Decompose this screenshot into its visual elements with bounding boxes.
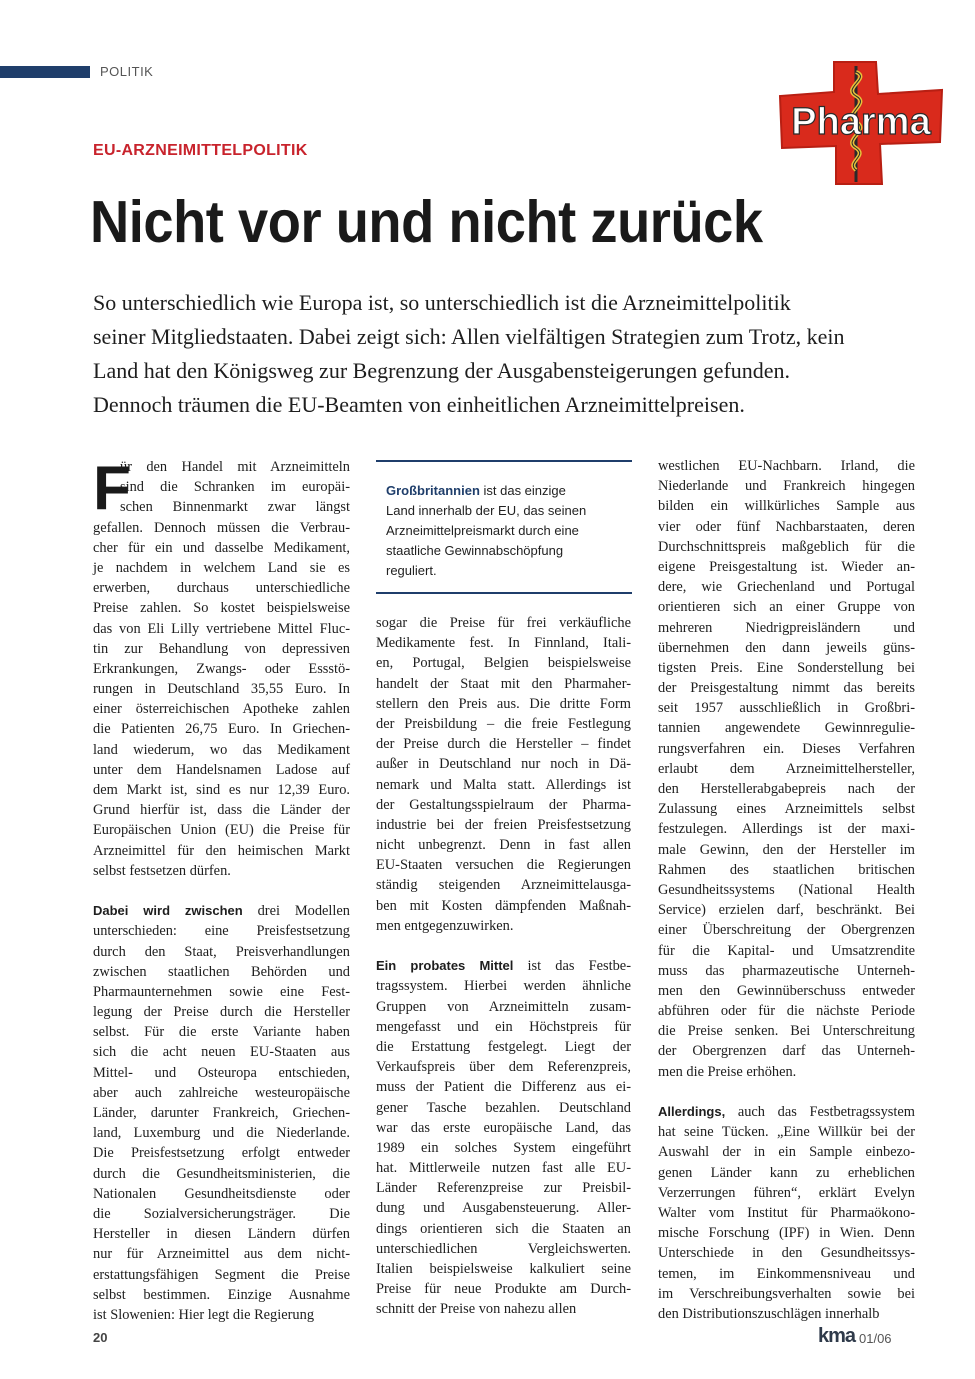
text-line: übernehmen den dann jeweils güns-	[658, 639, 915, 656]
text-line: Gruppen von Arzneimitteln zusam-	[376, 998, 631, 1015]
text-line: men den Gewinnüberschuss entweder	[658, 982, 915, 999]
text-line: selbst festsetzen dürfen.	[93, 862, 231, 879]
text-line: Medikamente fest. In Finnland, Itali-	[376, 635, 631, 652]
text-line: 1989 ein solches System eingeführt	[376, 1139, 631, 1156]
text-line: Pharmaunternehmen sowie eine Fest-	[93, 983, 350, 1000]
text-line: selbst. Für die erste Variante haben	[93, 1024, 350, 1041]
text-line: erstattungsfähigen Segment die Preise	[93, 1266, 350, 1283]
text-line: tigsten Preis. Eine Sonderstellung bei	[658, 659, 915, 676]
text-line: Auswahl der in ein Sample einbezo-	[658, 1144, 915, 1161]
text-line: festzulegen. Allerdings ist der maxi-	[658, 821, 915, 838]
article-column-1	[93, 454, 350, 1325]
text-line: die Preise senken. Bei Unterschreitung	[658, 1023, 915, 1040]
paragraph-lead-in: Ein probates Mittel	[376, 958, 514, 974]
text-line: gener Tasche bezahlen. Deutschland	[376, 1099, 631, 1116]
lead-paragraph	[93, 286, 923, 422]
text-line: abführen oder für die nächste Periode	[658, 1003, 915, 1020]
magazine-brand: kma	[818, 1325, 856, 1347]
text-line: Zulassung eines Arzneimittels selbst	[658, 801, 915, 818]
lead-line: seiner Mitgliedstaaten. Dabei zeigt sich: Allen vielfältigen Strategien zum Trotz, kein	[93, 324, 845, 349]
text-line: war das erste europäische Land, das	[376, 1119, 631, 1136]
paragraph-lead-in: Allerdings,	[658, 1104, 726, 1119]
issue-number: 01/06	[859, 1331, 892, 1346]
text-line: unter dem Handelsnamen Ladose auf	[93, 761, 350, 778]
text-line: mische Forschung (IPF) in Wien. Denn	[658, 1225, 915, 1242]
text-line: das von Eli Lilly vertriebene Mittel Fluc-	[93, 620, 350, 637]
text-line: nur für Arzneimittel aus dem nicht-	[93, 1246, 350, 1263]
page-number: 20	[93, 1330, 108, 1345]
text-line: Niederlande und Frankreich hingegen	[658, 478, 915, 495]
text-line: dere, wie Griechenland und Portugal	[658, 579, 915, 596]
text-line: den Distributionszuschlägen innerhalb	[658, 1305, 880, 1322]
text-line: einer österreichischen Apotheke zahlen	[93, 701, 350, 718]
text-line: eigene Preisgestaltung ist. Wieder an-	[658, 558, 915, 575]
text-line: durch den Staat, Preisverhandlungen	[93, 943, 350, 960]
text-line: selbst bestimmen. Einzige Ausnahme	[93, 1286, 350, 1303]
text-line: der Preise durch die Hersteller – findet	[376, 736, 631, 753]
text-line: der Obergrenzen darf das Unterneh-	[658, 1043, 915, 1060]
text-line: Nationalen Gesundheitsdienste oder	[93, 1185, 350, 1202]
text-line: dem Markt ist, sind es nur 12,39 Euro.	[93, 782, 350, 798]
text-line: gefallen. Dennoch müssen die Verbrau-	[93, 519, 350, 536]
text-line: genen Länder kann zu erheblichen	[658, 1164, 915, 1181]
text-line: vier oder fünf Nachbarstaaten, deren	[658, 518, 915, 535]
section-label: POLITIK	[100, 64, 154, 79]
text-line: ür den Handel mit Arzneimitteln	[120, 459, 350, 475]
text-line: Durchschnittspreis maßgeblich für die	[658, 538, 915, 555]
text-line: Unterschiede in den Gesundheitssys-	[658, 1245, 915, 1262]
lead-line: So unterschiedlich wie Europa ist, so unterschiedlich ist die Arzneimittelpolitik	[93, 290, 791, 315]
text-line: en, Portugal, Belgien beispielsweise	[376, 655, 631, 672]
info-box-text	[386, 481, 622, 581]
text-line: der Preisgestaltung nimmt das bereits	[658, 680, 915, 697]
text-line	[376, 956, 631, 976]
info-box-highlight: Großbritannien	[386, 483, 480, 498]
text-line: hat. Mittlerweile nutzen fast alle EU-	[376, 1160, 631, 1177]
text-line	[658, 1102, 915, 1122]
text-line: seit 1957 ausschließlich in Großbri-	[658, 700, 915, 717]
text-line: stellern den Preis aus. Die dritte Form	[376, 695, 631, 712]
text-line: Preise zahlen. So kostet beispielsweise	[93, 600, 350, 617]
section-color-bar	[0, 66, 90, 78]
paragraph-gap	[376, 936, 631, 956]
text-line: Preise für neue Produkte am Durch-	[376, 1281, 631, 1298]
text-line: die Erstattung festgelegt. Liegt der	[376, 1038, 631, 1055]
text-line: mehreren Niedrigpreisländern und	[658, 619, 915, 636]
text-line: einer Überschreitung der Obergrenzen	[658, 922, 915, 939]
text-line: rungsverfahren ein. Dieses Verfahren	[658, 740, 915, 757]
text-line: erwerben, durchaus unterschiedliche	[93, 580, 350, 597]
info-box	[376, 460, 632, 594]
text-line: Verkaufspreis über dem Referenzpreis,	[376, 1059, 631, 1076]
text-line: der Preisbildung – die freie Festlegung	[376, 715, 631, 732]
text-line: schnitt der Preise von nahezu allen	[376, 1301, 577, 1318]
text-line: Rahmen des staatlichen britischen	[658, 861, 915, 878]
text-line: für die Kapital- und Umsatzrendite	[658, 942, 915, 959]
article-column-2	[376, 613, 631, 1320]
text-line: Hersteller in diesen Ländern dürfen	[93, 1226, 350, 1243]
text-line: nemark und Malta statt. Allerdings ist	[376, 776, 631, 793]
text-line: cher für ein und dasselbe Medikament,	[93, 539, 350, 556]
text-line: Mittel- und Osteuropa entschieden,	[93, 1064, 350, 1081]
text-line: sich die acht neuen EU-Staaten aus	[93, 1044, 350, 1061]
text-line: ben mit Kosten dämpfenden Maßnah-	[376, 897, 631, 914]
info-box-line: ist das einzige	[479, 483, 566, 498]
text-line: ständig steigenden Arzneimittelausga-	[376, 877, 631, 894]
text-line: aber auch zahlreiche westeuropäische	[93, 1084, 350, 1101]
text-line: men entgegenzuwirken.	[376, 917, 514, 934]
info-box-line: Land innerhalb der EU, das seinen	[386, 503, 587, 518]
text-line-rest: drei Modellen	[257, 903, 350, 920]
lead-line: Dennoch träumen die EU-Beamten von einheitlichen Arzneimittelpreisen.	[93, 392, 745, 417]
info-box-line: reguliert.	[386, 563, 437, 578]
lead-line: Land hat den Königsweg zur Begrenzung der Ausgabensteigerungen gefunden.	[93, 358, 791, 383]
text-line: den Herstellerabgabepreis nach der	[658, 781, 915, 797]
text-line: dings orientieren sich die Staaten an	[376, 1220, 631, 1237]
text-line: ist Slowenien: Hier legt die Regierung	[93, 1306, 315, 1323]
text-line: tannien angewendete Gewinnregulie-	[658, 720, 915, 737]
text-line: tragssystem. Hierbei werden ähnliche	[376, 978, 631, 995]
text-line: Grund hierfür ist, dass die Länder der	[93, 802, 350, 819]
text-line: westlichen EU-Nachbarn. Irland, die	[658, 458, 915, 474]
text-line: sind die Schranken im europäi-	[120, 479, 350, 496]
paragraph-gap	[93, 881, 350, 901]
text-line: muss der Patient die Differenz aus ei-	[376, 1079, 631, 1096]
text-line: temen, im Einkommensniveau und	[658, 1265, 915, 1282]
text-line: nicht unbegrenzt. Denn in fast allen	[376, 837, 631, 854]
text-line: die Patienten 26,75 Euro. In Griechen-	[93, 721, 350, 738]
text-line: legung der Preise durch die Hersteller	[93, 1004, 350, 1021]
text-line: unterschiedlichen Vergleichswerten.	[376, 1240, 631, 1257]
text-line: land wiederum, wo das Medikament	[93, 741, 350, 758]
text-line: durch die Gesundheitsministerien, die	[93, 1165, 350, 1182]
text-line: male Gewinn, den der Hersteller im	[658, 841, 915, 858]
text-line: Service) erzielen darf, beschränkt. Bei	[658, 902, 915, 919]
page-title: Nicht vor und nicht zurück	[90, 189, 763, 255]
text-line: tin zur Behandlung von depressiven	[93, 640, 350, 657]
text-line: EU-Staaten versuchen die Regierungen	[376, 857, 631, 874]
pharma-logo	[776, 58, 946, 186]
text-line: je nachdem in welchem Land sie es	[93, 559, 350, 576]
text-line: industrie bei der freien Preisfestsetzung	[376, 816, 631, 833]
paragraph-gap	[658, 1082, 915, 1102]
text-line: Gesundheitssystems (National Health	[658, 881, 915, 898]
text-line: hat seine Tücken. „Eine Willkür bei der	[658, 1124, 915, 1141]
text-line: Erkrankungen, Zwangs- oder Essstö-	[93, 660, 350, 677]
text-line: Walter vom Institut für Pharmaökono-	[658, 1204, 915, 1221]
article-column-3	[658, 456, 915, 1324]
drop-cap: F	[93, 454, 131, 523]
text-line	[93, 901, 350, 921]
text-line: Arzneimittel für den heimischen Markt	[93, 842, 350, 859]
info-box-line: Arzneimittelpreismarkt durch eine	[386, 523, 579, 538]
text-line: erlaubt dem Arzneimittelhersteller,	[658, 760, 915, 777]
text-line: men die Preise erhöhen.	[658, 1063, 797, 1080]
text-line: Europäischen Union (EU) die Preise für	[93, 822, 350, 839]
text-line: Länder Referenzpreise zur Preisbil-	[376, 1180, 631, 1197]
text-line: sogar die Preise für frei verkäufliche	[376, 615, 631, 631]
text-line: Verzerrungen führen“, erklärt Evelyn	[658, 1184, 915, 1201]
text-line: im Verschreibungsverhalten sowie bei	[658, 1285, 915, 1302]
text-line: unterschieden: eine Preisfestsetzung	[93, 923, 350, 940]
text-line: schen Binnenmarkt zwar längst	[120, 499, 350, 516]
text-line: land, Luxemburg und die Niederlande.	[93, 1125, 350, 1142]
kicker: EU-ARZNEIMITTELPOLITIK	[93, 142, 308, 159]
text-line: muss das pharmazeutische Unterneh-	[658, 962, 915, 979]
text-line: mengefasst und ein Höchstpreis für	[376, 1018, 631, 1035]
paragraph-lead-in: Dabei wird zwischen	[93, 903, 243, 919]
text-line: Die Preisfestsetzung erfolgt entweder	[93, 1145, 350, 1162]
text-line: Länder, darunter Frankreich, Griechen-	[93, 1105, 350, 1121]
text-line: außer in Deutschland nur noch in Dä-	[376, 756, 631, 773]
text-line: Italien beispielsweise kalkuliert seine	[376, 1261, 631, 1277]
text-line: dung und Ausgabensteuerung. Aller-	[376, 1200, 631, 1217]
text-line: handelt der Staat mit den Pharmaher-	[376, 675, 631, 692]
text-line: rungen in Deutschland 35,55 Euro. In	[93, 681, 350, 698]
text-line: die Sozialversicherungsträger. Die	[93, 1205, 350, 1222]
pharma-logo-text: Pharma	[791, 101, 931, 143]
text-line: bilden ein willkürliches Sample aus	[658, 498, 915, 515]
text-line-rest: auch das Festbetragssystem	[737, 1104, 915, 1120]
text-line: orientieren sich an einer Gruppe von	[658, 599, 915, 616]
info-box-line: staatliche Gewinnabschöpfung	[386, 543, 564, 558]
text-line-rest: ist das Festbe-	[527, 958, 631, 975]
text-line: zwischen staatlichen Behörden und	[93, 963, 350, 980]
text-line: der Gestaltungsspielraum der Pharma-	[376, 796, 631, 813]
